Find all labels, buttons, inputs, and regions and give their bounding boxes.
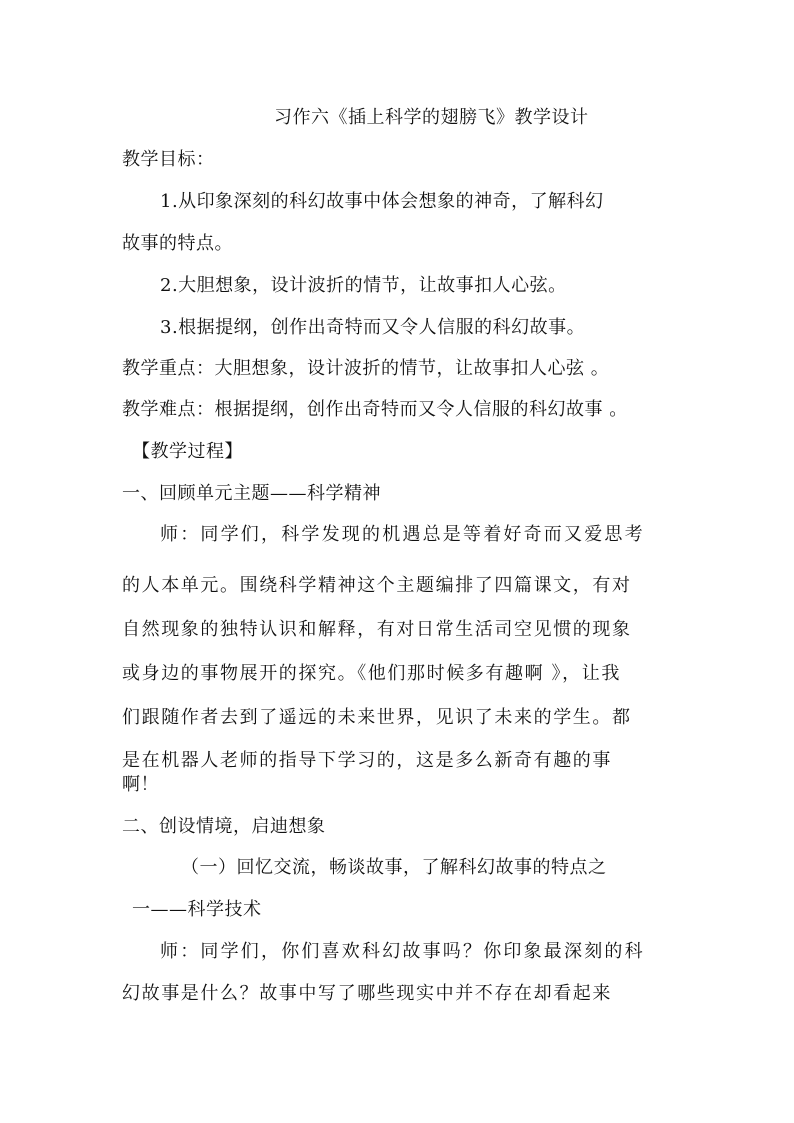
paragraph-1-line: 们跟随作者去到了遥远的未来世界，见识了未来的学生。都 — [122, 707, 632, 728]
process-heading: 【教学过程】 — [132, 441, 243, 462]
goal-3: 3.根据提纲，创作出奇特而又令人信服的科幻故事。 — [160, 317, 586, 338]
goal-2: 2.大胆想象，设计波折的情节，让故事扣人心弦。 — [160, 275, 567, 296]
subsection-1-line-1: （一）回忆交流，畅谈故事，了解科幻故事的特点之 — [181, 857, 607, 878]
paragraph-1-line: 自然现象的独特认识和解释，有对日常生活司空见惯的现象 — [122, 619, 632, 640]
section-1-heading: 一、回顾单元主题——科学精神 — [122, 483, 381, 504]
paragraph-1-line: 师：同学们，科学发现的机遇总是等着好奇而又爱思考 — [160, 524, 645, 545]
section-2-heading: 二、创设情境，启迪想象 — [122, 816, 326, 837]
paragraph-1-line: 啊！ — [122, 774, 159, 795]
goal-1-line-2: 故事的特点。 — [122, 233, 233, 254]
paragraph-2-line: 师：同学们，你们喜欢科幻故事吗？你印象最深刻的科 — [160, 941, 645, 962]
difficulty-point: 教学难点：根据提纲，创作出奇特而又令人信服的科幻故事 。 — [122, 399, 628, 420]
goals-heading: 教学目标： — [122, 149, 215, 170]
goal-1-line-1: 1.从印象深刻的科幻故事中体会想象的神奇，了解科幻 — [160, 191, 604, 212]
key-point: 教学重点：大胆想象，设计波折的情节，让故事扣人心弦 。 — [122, 358, 610, 379]
document-title: 习作六《插上科学的翅膀飞》教学设计 — [274, 107, 589, 128]
paragraph-1-line: 的人本单元。围绕科学精神这个主题编排了四篇课文，有对 — [122, 575, 632, 596]
subsection-1-line-2: 一——科学技术 — [132, 899, 262, 920]
paragraph-1-line: 是在机器人老师的指导下学习的，这是多么新奇有趣的事 — [122, 750, 612, 771]
paragraph-2-line: 幻故事是什么？故事中写了哪些现实中并不存在却看起来 — [122, 983, 612, 1004]
paragraph-1-line: 或身边的事物展开的探究。《他们那时候多有趣啊 》，让我 — [122, 663, 621, 684]
